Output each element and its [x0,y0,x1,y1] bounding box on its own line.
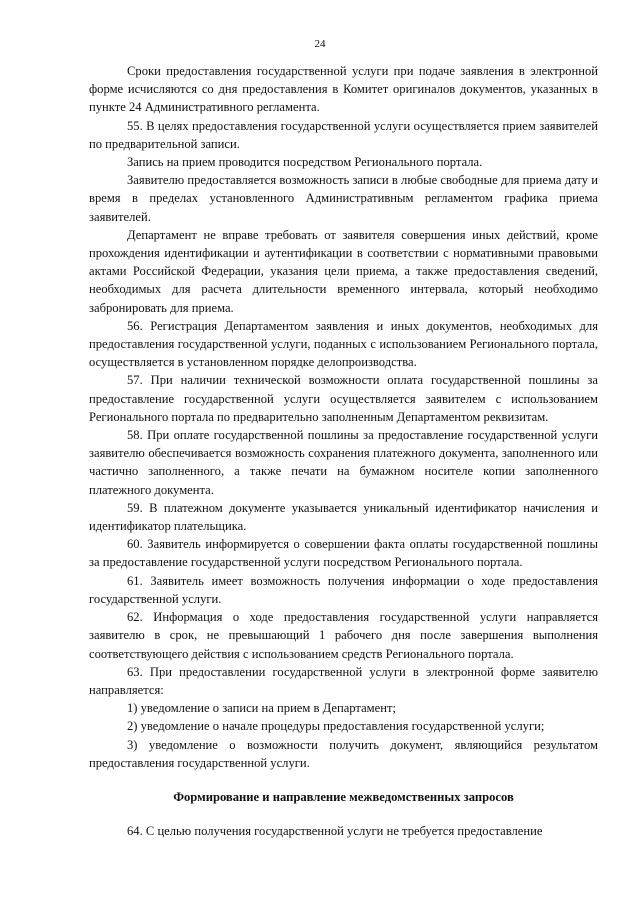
paragraph-58: 58. При оплате государственной пошлины за предоставление государственной услуги заявителю обеспечивается возможность сохранения платежного документа, заполненного или частично заполненного, а также печати на бумажном носителе копии заполненного платежного документа. [89,428,598,497]
list-item-2: 2) уведомление о начале процедуры предоставления государственной услуги; [127,719,545,734]
paragraph-62: 62. Информация о ходе предоставления государственной услуги направляется заявителю в срок, не превышающий 1 рабочего дня после завершения выполнения соответствующего действия с использованием средств Регионального портала. [89,610,598,661]
paragraph-60: 60. Заявитель информируется о совершении факта оплаты государственной пошлины за предоставление государственной услуги посредством Регионального портала. [89,537,598,570]
paragraph-59: 59. В платежном документе указывается уникальный идентификатор начисления и идентификатор плательщика. [89,500,598,534]
document-body [89,62,598,840]
paragraph-63: 63. При предоставлении государственной услуги в электронной форме заявителю направляется: [89,664,598,697]
paragraph-55: 55. В целях предоставления государственной услуги осуществляется прием заявителей по предварительной записи. [89,118,598,151]
paragraph-slots: Заявителю предоставляется возможность записи в любые свободные для приема дату и время в пределах установленного Административным регламентом графика приема заявителей. [89,173,598,224]
list-item-1: 1) уведомление о записи на прием в Департамент; [127,701,396,716]
paragraph-restrictions: Департамент не вправе требовать от заявителя совершения иных действий, кроме прохождения идентификации и аутентификации в соответствии с нормативными правовыми актами Российской Федерации, указания цели приема, а также предоставления сведений, необходимых для расчета длительности временного интервала, который необходимо забронировать для приема. [89,227,598,315]
paragraph-terms: Сроки предоставления государственной услуги при подаче заявления в электронной форме исчисляются со дня предоставления в Комитет оригиналов документов, указанных в пункте 24 Административного регламента. [89,64,598,115]
section-heading: Формирование и направление межведомственных запросов [173,789,514,804]
list-item-3: 3) уведомление о возможности получить документ, являющийся результатом предоставления государственной услуги. [89,737,598,770]
paragraph-56: 56. Регистрация Департаментом заявления и иных документов, необходимых для предоставления государственной услуги, поданных с использованием Регионального портала, осуществляется в установленном порядке делопроизводства. [89,318,598,370]
paragraph-booking: Запись на прием проводится посредством Регионального портала. [127,155,483,170]
paragraph-61: 61. Заявитель имеет возможность получения информации о ходе предоставления государственной услуги. [89,573,598,606]
paragraph-57: 57. При наличии технической возможности оплата государственной пошлины за предоставление государственной услуги осуществляется заявителем с использованием Регионального портала по предварительно заполненным Департаментом реквизитам. [89,373,598,424]
paragraph-64: 64. С целью получения государственной услуги не требуется предоставление [127,824,543,839]
page-number: 24 [314,38,326,50]
